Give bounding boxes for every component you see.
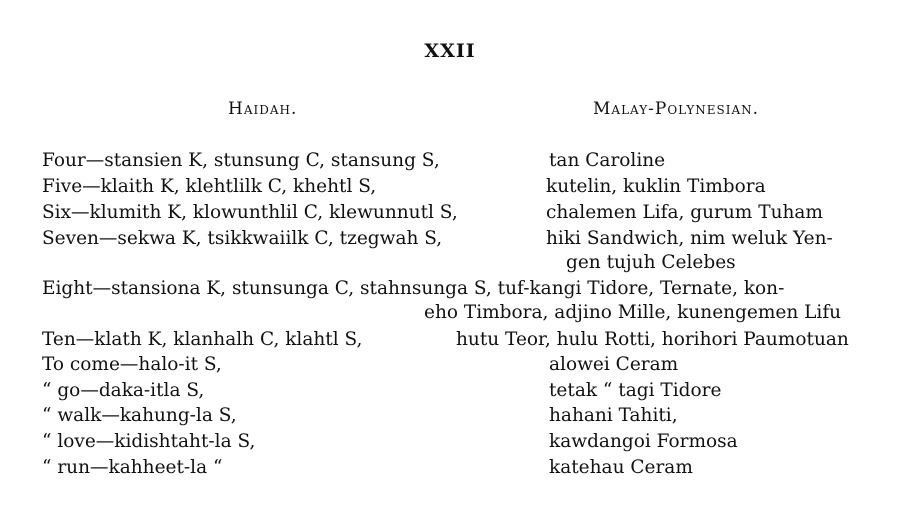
column-header-haidah: Haidah.	[228, 99, 298, 119]
malay-four: tan Caroline	[549, 150, 666, 171]
haidah-ten: Ten—klath K, klanhalh C, klahtl S,	[42, 329, 363, 350]
malay-five: kutelin, kuklin Timbora	[546, 176, 766, 197]
haidah-to-come: To come—halo-it S,	[42, 354, 222, 375]
malay-six: chalemen Lifa, gurum Tuham	[546, 202, 823, 223]
page-number: XXII	[424, 40, 476, 62]
column-header-malay-polynesian: Malay-Polynesian.	[593, 99, 760, 119]
haidah-seven: Seven—sekwa K, tsikkwaiilk C, tzegwah S,	[42, 228, 443, 249]
malay-seven-line-1: hiki Sandwich, nim weluk Yen-	[546, 228, 833, 249]
haidah-six: Six—klumith K, klowunthlil C, klewunnutl S,	[42, 202, 458, 223]
haidah-love: “ love—kidishtaht-la S,	[42, 431, 256, 452]
malay-seven-line-2: gen tujuh Celebes	[566, 252, 736, 273]
haidah-walk: “ walk—kahung-la S,	[42, 405, 237, 426]
malay-run: katehau Ceram	[549, 457, 693, 478]
malay-ten: hutu Teor, hulu Rotti, horihori Paumotuan	[456, 329, 849, 350]
haidah-five: Five—klaith K, klehtlilk C, khehtl S,	[42, 176, 377, 197]
eight-line-2: eho Timbora, adjino Mille, kunengemen Lifu	[424, 302, 842, 323]
haidah-four: Four—stansien K, stunsung C, stansung S,	[42, 150, 440, 171]
malay-to-come: alowei Ceram	[549, 354, 679, 375]
malay-go: tetak “ tagi Tidore	[549, 380, 722, 401]
haidah-run: “ run—kahheet-la “	[42, 457, 223, 478]
haidah-go: “ go—daka-itla S,	[42, 380, 205, 401]
eight-line-1: Eight—stansiona K, stunsunga C, stahnsunga S, tuf-kangi Tidore, Ternate, kon-	[42, 278, 785, 299]
malay-walk: hahani Tahiti,	[549, 405, 678, 426]
malay-love: kawdangoi Formosa	[549, 431, 738, 452]
